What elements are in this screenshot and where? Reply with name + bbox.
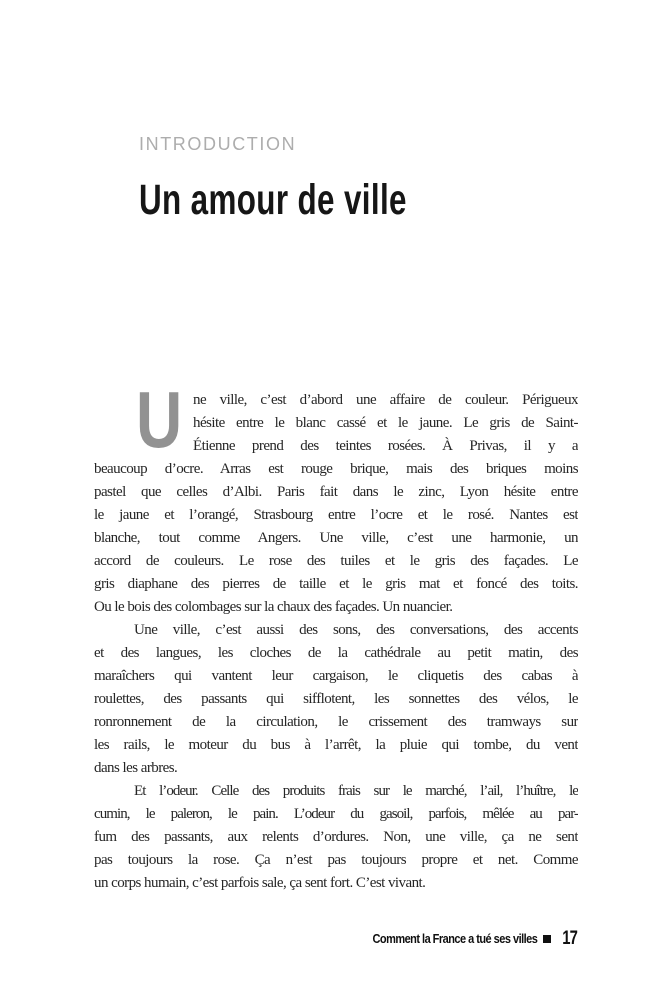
text-line: ronronnement de la circulation, le crissement des tramways sur xyxy=(94,714,578,730)
paragraph xyxy=(94,619,578,780)
paragraph xyxy=(94,780,578,895)
text-line: gris diaphane des pierres de taille et le gris mat et foncé des toits. xyxy=(94,576,578,592)
drop-cap xyxy=(136,375,184,464)
page-number: 17 xyxy=(562,928,577,949)
text-line: dans les arbres. xyxy=(94,760,178,776)
page-title xyxy=(139,176,506,224)
text-line: maraîchers qui vantent leur cargaison, le cliquetis des cabas à xyxy=(94,668,578,684)
text-line: Une ville, c’est aussi des sons, des conversations, des accents xyxy=(134,622,578,638)
chapter-kicker: INTRODUCTION xyxy=(139,134,297,154)
drop-cap-letter: U xyxy=(136,375,183,464)
text-line: un corps humain, c’est parfois sale, ça sent fort. C’est vivant. xyxy=(94,875,426,891)
text-line: pastel que celles d’Albi. Paris fait dans le zinc, Lyon hésite entre xyxy=(94,484,578,500)
paragraph xyxy=(94,375,578,619)
footer-book-title: Comment la France a tué ses villes xyxy=(372,932,537,946)
text-line: beaucoup d’ocre. Arras est rouge brique, mais des briques moins xyxy=(94,461,578,477)
text-line: les rails, le moteur du bus à l’arrêt, la pluie qui tombe, du vent xyxy=(94,737,578,753)
text-line: Étienne prend des teintes rosées. À Privas, il y a xyxy=(193,438,578,454)
text-line: hésite entre le blanc cassé et le jaune. Le gris de Saint- xyxy=(193,415,578,431)
page-footer xyxy=(350,928,577,950)
text-line: et des langues, les cloches de la cathédrale au petit matin, des xyxy=(94,645,578,661)
text-line: ne ville, c’est d’abord une affaire de couleur. Périgueux xyxy=(193,392,578,408)
text-line: cumin, le paleron, le pain. L’odeur du gasoil, parfois, mêlée au par- xyxy=(94,806,578,822)
text-line: blanche, tout comme Angers. Une ville, c’est une harmonie, un xyxy=(94,530,578,546)
text-line: Et l’odeur. Celle des produits frais sur le marché, l’ail, l’huître, le xyxy=(134,783,578,799)
text-line: fum des passants, aux relents d’ordures. Non, une ville, ça ne sent xyxy=(94,829,578,845)
text-line: roulettes, des passants qui sifflotent, les sonnettes des vélos, le xyxy=(94,691,578,707)
text-line: le jaune et l’orangé, Strasbourg entre l’ocre et le rosé. Nantes est xyxy=(94,507,578,523)
text-line: pas toujours la rose. Ça n’est pas toujours propre et net. Comme xyxy=(94,852,578,868)
body-text xyxy=(94,375,578,895)
text-line: Ou le bois des colombages sur la chaux des façades. Un nuancier. xyxy=(94,599,453,615)
square-bullet-icon xyxy=(543,935,551,943)
text-line: accord de couleurs. Le rose des tuiles et le gris des façades. Le xyxy=(94,553,578,569)
page-title-text: Un amour de ville xyxy=(139,176,407,224)
